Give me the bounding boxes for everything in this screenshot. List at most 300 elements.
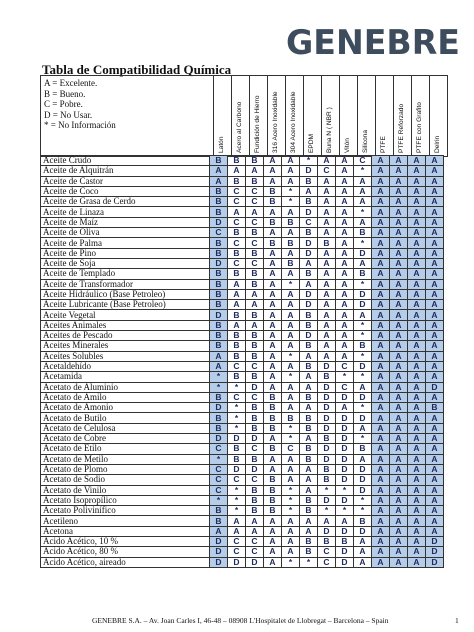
rating-cell: B bbox=[228, 310, 246, 320]
rating-cell: A bbox=[318, 269, 336, 279]
rating-cell: * bbox=[210, 382, 228, 392]
rating-cell: C bbox=[282, 444, 300, 454]
rating-cell: A bbox=[390, 217, 408, 227]
rating-cell: A bbox=[318, 258, 336, 268]
rating-cell: D bbox=[318, 423, 336, 433]
rating-cell: B bbox=[282, 238, 300, 248]
rating-cell: D bbox=[300, 289, 318, 299]
rating-cell: B bbox=[264, 186, 282, 196]
rating-cell: A bbox=[390, 464, 408, 474]
rating-cell: A bbox=[372, 207, 390, 217]
rating-cell: C bbox=[246, 238, 264, 248]
column-header-label: EPDM bbox=[308, 133, 315, 153]
column-header-label: Delrin bbox=[434, 135, 441, 153]
column-header bbox=[286, 76, 304, 157]
rating-cell: A bbox=[282, 454, 300, 464]
rating-cell: B bbox=[246, 331, 264, 341]
rating-cell: A bbox=[372, 248, 390, 258]
table-row bbox=[41, 495, 444, 505]
rating-cell: A bbox=[318, 310, 336, 320]
rating-cell: A bbox=[210, 176, 228, 186]
rating-cell: * bbox=[336, 485, 354, 495]
rating-cell: A bbox=[372, 475, 390, 485]
legend-item: B = Bueno. bbox=[44, 88, 86, 99]
rating-cell: B bbox=[300, 506, 318, 516]
table-row bbox=[41, 403, 444, 413]
rating-cell: A bbox=[390, 475, 408, 485]
rating-cell: A bbox=[408, 166, 426, 176]
rating-cell: A bbox=[282, 310, 300, 320]
rating-cell: A bbox=[390, 557, 408, 567]
table-row bbox=[41, 536, 444, 546]
table-row bbox=[41, 351, 444, 361]
rating-cell: B bbox=[228, 351, 246, 361]
rating-cell: D bbox=[336, 392, 354, 402]
chemical-name: Aceites Solubles bbox=[41, 351, 210, 361]
rating-cell: * bbox=[354, 351, 372, 361]
rating-cell: A bbox=[318, 351, 336, 361]
rating-cell: A bbox=[372, 506, 390, 516]
rating-cell: A bbox=[372, 156, 390, 166]
rating-cell: A bbox=[426, 434, 444, 444]
chemical-name: Acetamida bbox=[41, 372, 210, 382]
chemical-name: Acetona bbox=[41, 526, 210, 536]
rating-cell: A bbox=[372, 197, 390, 207]
rating-cell: D bbox=[336, 495, 354, 505]
rating-cell: A bbox=[336, 269, 354, 279]
rating-cell: A bbox=[390, 320, 408, 330]
rating-cell: B bbox=[354, 228, 372, 238]
rating-cell: D bbox=[336, 454, 354, 464]
rating-cell: C bbox=[246, 197, 264, 207]
chemical-name: Aceite de Coco bbox=[41, 186, 210, 196]
rating-cell: A bbox=[228, 516, 246, 526]
rating-cell: B bbox=[354, 269, 372, 279]
rating-cell: C bbox=[318, 166, 336, 176]
chemical-name: Acetato de Cobre bbox=[41, 434, 210, 444]
rating-cell: A bbox=[264, 434, 282, 444]
rating-cell: D bbox=[210, 557, 228, 567]
rating-cell: A bbox=[408, 228, 426, 238]
rating-cell: C bbox=[246, 392, 264, 402]
rating-cell: B bbox=[264, 413, 282, 423]
rating-cell: A bbox=[408, 485, 426, 495]
table-row bbox=[41, 423, 444, 433]
rating-cell: A bbox=[408, 248, 426, 258]
rating-cell: A bbox=[372, 238, 390, 248]
rating-cell: A bbox=[318, 228, 336, 238]
table-row bbox=[41, 372, 444, 382]
rating-cell: D bbox=[300, 300, 318, 310]
rating-cell: * bbox=[210, 495, 228, 505]
rating-cell: A bbox=[426, 351, 444, 361]
rating-cell: C bbox=[246, 186, 264, 196]
rating-cell: B bbox=[318, 536, 336, 546]
chemical-name: Acetato de Celulosa bbox=[41, 423, 210, 433]
rating-cell: A bbox=[282, 166, 300, 176]
rating-cell: A bbox=[246, 320, 264, 330]
table-row bbox=[41, 434, 444, 444]
rating-cell: A bbox=[318, 156, 336, 166]
chemical-name: Aceite de Soja bbox=[41, 258, 210, 268]
rating-cell: A bbox=[354, 454, 372, 464]
rating-cell: D bbox=[228, 464, 246, 474]
rating-cell: A bbox=[300, 464, 318, 474]
rating-cell: A bbox=[336, 289, 354, 299]
rating-cell: D bbox=[336, 547, 354, 557]
rating-cell: * bbox=[300, 557, 318, 567]
rating-cell: C bbox=[246, 475, 264, 485]
table-row bbox=[41, 341, 444, 351]
rating-cell: A bbox=[408, 454, 426, 464]
rating-cell: C bbox=[228, 197, 246, 207]
table-row bbox=[41, 506, 444, 516]
column-header-label: Fundición de Hierro bbox=[254, 95, 261, 153]
rating-cell: A bbox=[300, 351, 318, 361]
column-header-label: PTFE bbox=[380, 136, 387, 153]
rating-cell: A bbox=[408, 217, 426, 227]
column-header-label: PTFE Reforzado bbox=[398, 103, 405, 153]
table-row bbox=[41, 485, 444, 495]
rating-cell: A bbox=[264, 526, 282, 536]
rating-cell: A bbox=[426, 217, 444, 227]
rating-cell: A bbox=[408, 310, 426, 320]
rating-cell: A bbox=[264, 228, 282, 238]
rating-cell: A bbox=[426, 506, 444, 516]
rating-cell: B bbox=[282, 217, 300, 227]
rating-cell: B bbox=[264, 475, 282, 485]
rating-cell: A bbox=[426, 475, 444, 485]
rating-cell: B bbox=[228, 269, 246, 279]
rating-cell: A bbox=[318, 176, 336, 186]
table-row bbox=[41, 526, 444, 536]
rating-cell: A bbox=[390, 536, 408, 546]
rating-cell: B bbox=[210, 516, 228, 526]
rating-cell: A bbox=[408, 279, 426, 289]
table-row bbox=[41, 217, 444, 227]
rating-cell: A bbox=[390, 413, 408, 423]
rating-cell: B bbox=[228, 156, 246, 166]
rating-cell: * bbox=[354, 320, 372, 330]
rating-cell: A bbox=[408, 207, 426, 217]
rating-cell: * bbox=[282, 506, 300, 516]
rating-cell: A bbox=[390, 207, 408, 217]
rating-cell: D bbox=[354, 475, 372, 485]
table-row bbox=[41, 361, 444, 371]
rating-cell: A bbox=[408, 506, 426, 516]
rating-cell: C bbox=[300, 217, 318, 227]
rating-cell: A bbox=[426, 248, 444, 258]
rating-cell: A bbox=[372, 166, 390, 176]
rating-cell: A bbox=[372, 186, 390, 196]
rating-cell: A bbox=[408, 269, 426, 279]
rating-cell: B bbox=[336, 536, 354, 546]
column-header bbox=[340, 76, 358, 157]
rating-cell: B bbox=[264, 495, 282, 505]
column-header-label: Buna N ( NBR ) bbox=[326, 107, 333, 153]
rating-cell: B bbox=[210, 207, 228, 217]
rating-cell: * bbox=[282, 186, 300, 196]
rating-cell: C bbox=[228, 258, 246, 268]
rating-cell: A bbox=[426, 516, 444, 526]
rating-cell: A bbox=[372, 444, 390, 454]
rating-cell: A bbox=[264, 156, 282, 166]
rating-cell: * bbox=[228, 403, 246, 413]
rating-cell: A bbox=[390, 495, 408, 505]
rating-cell: * bbox=[228, 506, 246, 516]
rating-cell: C bbox=[210, 228, 228, 238]
rating-cell: A bbox=[372, 434, 390, 444]
table-row bbox=[41, 197, 444, 207]
rating-cell: D bbox=[228, 434, 246, 444]
rating-cell: B bbox=[228, 248, 246, 258]
rating-cell: C bbox=[210, 485, 228, 495]
rating-cell: * bbox=[210, 454, 228, 464]
rating-cell: A bbox=[390, 269, 408, 279]
rating-cell: A bbox=[228, 166, 246, 176]
rating-cell: D bbox=[318, 526, 336, 536]
rating-cell: A bbox=[246, 300, 264, 310]
rating-cell: A bbox=[408, 434, 426, 444]
column-header bbox=[268, 76, 286, 157]
rating-cell: A bbox=[372, 300, 390, 310]
column-header bbox=[412, 76, 430, 157]
table-row bbox=[41, 207, 444, 217]
rating-cell: B bbox=[210, 289, 228, 299]
rating-cell: A bbox=[408, 258, 426, 268]
rating-cell: B bbox=[210, 279, 228, 289]
rating-cell: A bbox=[426, 331, 444, 341]
rating-cell: A bbox=[282, 341, 300, 351]
rating-cell: B bbox=[300, 310, 318, 320]
chemical-name: Aceite de Transformador bbox=[41, 279, 210, 289]
rating-cell: A bbox=[426, 423, 444, 433]
rating-cell: A bbox=[372, 258, 390, 268]
rating-cell: A bbox=[354, 382, 372, 392]
rating-cell: D bbox=[246, 464, 264, 474]
chemical-name: Acetato Polivinífico bbox=[41, 506, 210, 516]
rating-cell: A bbox=[372, 320, 390, 330]
rating-cell: A bbox=[336, 248, 354, 258]
rating-cell: B bbox=[264, 506, 282, 516]
rating-cell: A bbox=[336, 320, 354, 330]
rating-cell: A bbox=[426, 485, 444, 495]
chemical-name: Acetato de Sodio bbox=[41, 475, 210, 485]
rating-cell: A bbox=[390, 485, 408, 495]
rating-cell: D bbox=[210, 217, 228, 227]
rating-cell: A bbox=[282, 248, 300, 258]
rating-cell: D bbox=[318, 454, 336, 464]
rating-cell: * bbox=[228, 485, 246, 495]
table-row bbox=[41, 156, 444, 166]
legend-item: * = No Información bbox=[44, 120, 116, 131]
rating-cell: B bbox=[264, 485, 282, 495]
rating-cell: B bbox=[300, 361, 318, 371]
chemical-name: Acetaldehído bbox=[41, 361, 210, 371]
rating-cell: * bbox=[282, 434, 300, 444]
rating-cell: A bbox=[246, 526, 264, 536]
rating-cell: A bbox=[282, 392, 300, 402]
rating-cell: A bbox=[318, 300, 336, 310]
rating-cell: A bbox=[282, 156, 300, 166]
rating-cell: C bbox=[246, 547, 264, 557]
table-row bbox=[41, 300, 444, 310]
table-row bbox=[41, 454, 444, 464]
rating-cell: A bbox=[408, 300, 426, 310]
rating-cell: A bbox=[408, 495, 426, 505]
chemical-name: Acido Acético, aireado bbox=[41, 557, 210, 567]
rating-cell: B bbox=[246, 279, 264, 289]
rating-cell: A bbox=[336, 300, 354, 310]
rating-cell: A bbox=[390, 506, 408, 516]
rating-cell: A bbox=[210, 166, 228, 176]
rating-cell: A bbox=[318, 320, 336, 330]
rating-cell: * bbox=[282, 495, 300, 505]
rating-cell: A bbox=[426, 341, 444, 351]
rating-cell: A bbox=[408, 382, 426, 392]
rating-cell: A bbox=[300, 382, 318, 392]
rating-cell: D bbox=[300, 207, 318, 217]
rating-cell: B bbox=[282, 413, 300, 423]
rating-cell: * bbox=[354, 495, 372, 505]
rating-cell: A bbox=[426, 454, 444, 464]
rating-cell: D bbox=[336, 557, 354, 567]
rating-cell: * bbox=[354, 506, 372, 516]
rating-cell: A bbox=[318, 341, 336, 351]
rating-cell: * bbox=[228, 413, 246, 423]
rating-cell: A bbox=[282, 464, 300, 474]
rating-cell: A bbox=[426, 166, 444, 176]
rating-cell: A bbox=[426, 228, 444, 238]
rating-cell: B bbox=[264, 392, 282, 402]
rating-cell: C bbox=[246, 361, 264, 371]
rating-cell: D bbox=[318, 495, 336, 505]
rating-cell: C bbox=[246, 444, 264, 454]
rating-cell: A bbox=[390, 454, 408, 464]
rating-cell: A bbox=[282, 382, 300, 392]
rating-cell: A bbox=[390, 372, 408, 382]
rating-cell: B bbox=[228, 331, 246, 341]
rating-cell: A bbox=[318, 279, 336, 289]
rating-cell: A bbox=[390, 186, 408, 196]
rating-cell: B bbox=[246, 372, 264, 382]
table-row bbox=[41, 392, 444, 402]
chemical-name: Acetato de Etilo bbox=[41, 444, 210, 454]
rating-cell: A bbox=[372, 464, 390, 474]
rating-cell: A bbox=[390, 197, 408, 207]
rating-cell: B bbox=[228, 176, 246, 186]
rating-cell: D bbox=[336, 464, 354, 474]
rating-cell: D bbox=[246, 434, 264, 444]
chemical-name: Aceite de Maíz bbox=[41, 217, 210, 227]
chemical-name: Acetato de Metilo bbox=[41, 454, 210, 464]
rating-cell: B bbox=[246, 495, 264, 505]
table-row bbox=[41, 238, 444, 248]
rating-cell: A bbox=[354, 536, 372, 546]
rating-cell: A bbox=[390, 248, 408, 258]
rating-cell: A bbox=[282, 300, 300, 310]
chemical-name: Aceite Lubricante (Base Petroleo) bbox=[41, 300, 210, 310]
rating-cell: A bbox=[426, 495, 444, 505]
rating-cell: B bbox=[228, 341, 246, 351]
rating-cell: A bbox=[264, 536, 282, 546]
rating-cell: B bbox=[318, 475, 336, 485]
rating-cell: A bbox=[336, 279, 354, 289]
rating-cell: D bbox=[336, 475, 354, 485]
table-row bbox=[41, 310, 444, 320]
rating-cell: A bbox=[426, 186, 444, 196]
rating-cell: A bbox=[390, 423, 408, 433]
rating-cell: A bbox=[426, 258, 444, 268]
rating-cell: D bbox=[300, 331, 318, 341]
rating-cell: * bbox=[354, 166, 372, 176]
legend bbox=[41, 76, 214, 157]
rating-cell: A bbox=[390, 382, 408, 392]
column-header-label: 304 Acero Inoxidable bbox=[290, 91, 297, 153]
rating-cell: A bbox=[318, 217, 336, 227]
rating-cell: D bbox=[318, 413, 336, 423]
rating-cell: A bbox=[336, 207, 354, 217]
rating-cell: A bbox=[426, 289, 444, 299]
rating-cell: A bbox=[408, 238, 426, 248]
chemical-name: Acido Acético, 10 % bbox=[41, 536, 210, 546]
rating-cell: A bbox=[282, 289, 300, 299]
rating-cell: D bbox=[246, 557, 264, 567]
chemical-name: Acetato de Amilo bbox=[41, 392, 210, 402]
rating-cell: C bbox=[228, 186, 246, 196]
rating-cell: B bbox=[246, 506, 264, 516]
rating-cell: A bbox=[408, 444, 426, 454]
rating-cell: A bbox=[264, 557, 282, 567]
rating-cell: D bbox=[318, 444, 336, 454]
rating-cell: A bbox=[426, 392, 444, 402]
legend-item: D = No Usar. bbox=[44, 109, 93, 120]
column-header bbox=[250, 76, 268, 157]
rating-cell: B bbox=[354, 341, 372, 351]
rating-cell: B bbox=[300, 341, 318, 351]
rating-cell: A bbox=[210, 361, 228, 371]
chemical-name: Acetato de Vinilo bbox=[41, 485, 210, 495]
chemical-name: Acetato de Plomo bbox=[41, 464, 210, 474]
rating-cell: B bbox=[318, 372, 336, 382]
rating-cell: D bbox=[210, 403, 228, 413]
rating-cell: A bbox=[282, 526, 300, 536]
rating-cell: A bbox=[246, 289, 264, 299]
column-header bbox=[358, 76, 376, 157]
rating-cell: A bbox=[300, 279, 318, 289]
rating-cell: A bbox=[336, 238, 354, 248]
rating-cell: A bbox=[390, 516, 408, 526]
rating-cell: A bbox=[426, 238, 444, 248]
rating-cell: * bbox=[354, 372, 372, 382]
rating-cell: A bbox=[426, 300, 444, 310]
rating-cell: B bbox=[210, 186, 228, 196]
chemical-name: Aceite de Linaza bbox=[41, 207, 210, 217]
rating-cell: A bbox=[372, 269, 390, 279]
rating-cell: B bbox=[300, 269, 318, 279]
rating-cell: A bbox=[282, 176, 300, 186]
rating-cell: A bbox=[408, 392, 426, 402]
rating-cell: A bbox=[390, 444, 408, 454]
rating-cell: A bbox=[354, 197, 372, 207]
column-header bbox=[232, 76, 250, 157]
rating-cell: * bbox=[336, 506, 354, 516]
rating-cell: A bbox=[372, 310, 390, 320]
rating-cell: A bbox=[318, 516, 336, 526]
rating-cell: A bbox=[354, 547, 372, 557]
rating-cell: B bbox=[300, 197, 318, 207]
rating-cell: B bbox=[210, 341, 228, 351]
